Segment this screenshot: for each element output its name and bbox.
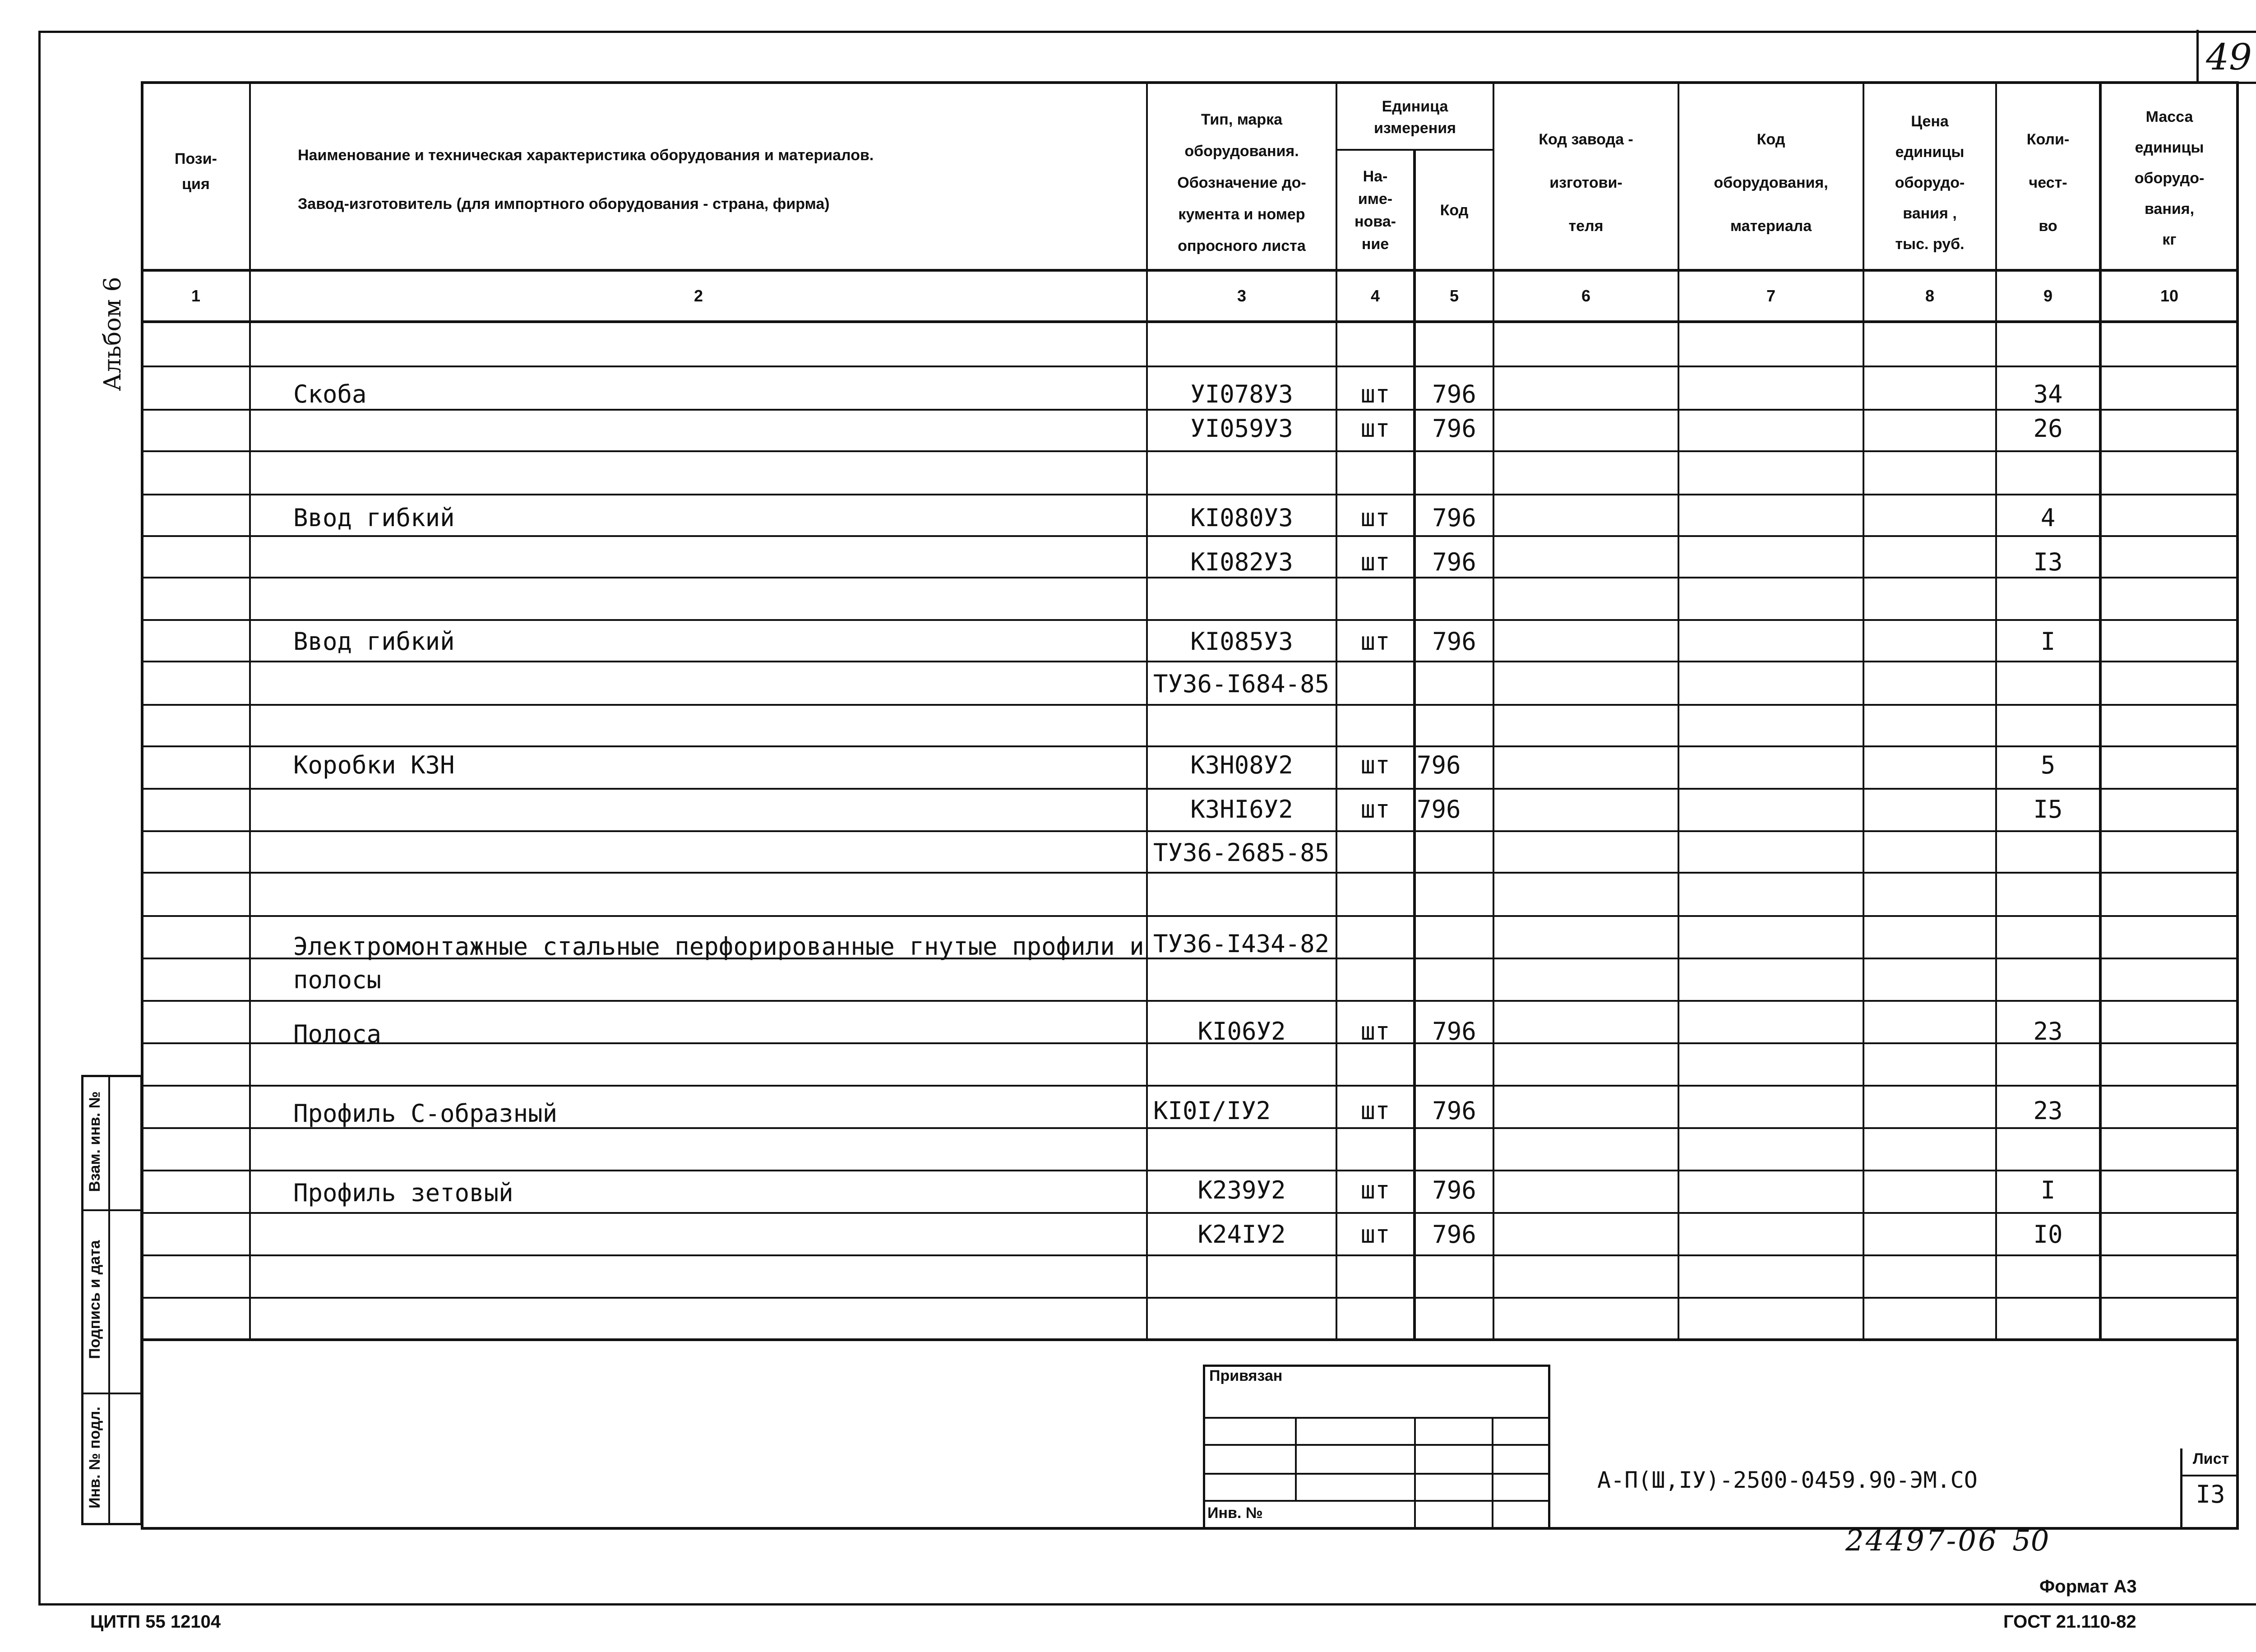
row-qty: I5 xyxy=(2033,795,2063,824)
corner-sheet-number: 49 xyxy=(2206,36,2252,78)
row-line xyxy=(141,619,2239,621)
header-factory-code: Код завода - изготови- теля xyxy=(1539,131,1633,235)
row-name: полосы xyxy=(293,966,382,994)
row-unit: шт xyxy=(1360,795,1390,824)
list-box-line xyxy=(2180,1475,2239,1476)
row-code: 796 xyxy=(1432,1220,1476,1249)
header-unit-group: Единица измерения xyxy=(1374,98,1456,137)
row-name: Ввод гибкий xyxy=(293,504,455,532)
row-type: К239У2 xyxy=(1197,1176,1286,1204)
row-qty: I xyxy=(2040,1176,2056,1204)
row-type: КI082У3 xyxy=(1190,548,1293,576)
row-line xyxy=(141,872,2239,874)
colnum-8: 8 xyxy=(1925,287,1935,305)
row-unit: шт xyxy=(1360,548,1390,576)
row-code: 796 xyxy=(1432,380,1476,408)
header-price: Цена единицы оборудо- вания , тыс. руб. xyxy=(1895,113,1965,253)
row-qty: 5 xyxy=(2040,751,2056,779)
privyazan-col xyxy=(1414,1417,1416,1530)
colnum-9: 9 xyxy=(2043,287,2053,305)
privyazan-col xyxy=(1295,1417,1297,1500)
privyazan-label: Привязан xyxy=(1209,1367,1283,1384)
row-type: ТУ36-I434-82 xyxy=(1153,930,1330,958)
handwritten-page: 50 xyxy=(2012,1524,2049,1558)
table-bottom-line xyxy=(141,1338,2239,1341)
header-type: Тип, марка оборудования. Обозначение до- кумента и номер опросного листа xyxy=(1177,111,1306,255)
row-unit: шт xyxy=(1360,1176,1390,1204)
list-number: I3 xyxy=(2196,1480,2225,1509)
row-unit: шт xyxy=(1360,751,1390,779)
list-label: Лист xyxy=(2192,1450,2229,1467)
row-qty: 34 xyxy=(2033,380,2063,408)
row-type: К24IУ2 xyxy=(1197,1220,1286,1249)
privyazan-line xyxy=(1203,1417,1550,1419)
album-label: Альбом 6 xyxy=(99,277,126,391)
handwritten-number: 24497-06 xyxy=(1845,1524,1998,1558)
row-line xyxy=(141,450,2239,452)
row-line xyxy=(141,1212,2239,1214)
row-type: КI0I/IУ2 xyxy=(1153,1097,1271,1125)
row-qty: 23 xyxy=(2033,1097,2063,1125)
colnum-6: 6 xyxy=(1581,287,1591,305)
row-qty: 23 xyxy=(2033,1017,2063,1046)
colnum-5: 5 xyxy=(1449,287,1459,305)
row-unit: шт xyxy=(1360,1017,1390,1046)
row-unit: шт xyxy=(1360,627,1390,656)
colnum-4: 4 xyxy=(1370,287,1380,305)
row-line xyxy=(141,1297,2239,1299)
stamp-podpis-data: Подпись и дата xyxy=(86,1240,103,1359)
row-code: 796 xyxy=(1432,414,1476,443)
header-line-unit xyxy=(1336,149,1493,151)
row-name: Скоба xyxy=(293,380,367,408)
row-line xyxy=(141,1254,2239,1256)
citp-label: ЦИТП 55 12104 xyxy=(90,1612,221,1632)
row-type: УI078У3 xyxy=(1190,380,1293,408)
row-type: ТУ36-I684-85 xyxy=(1153,670,1330,698)
gost-label: ГОСТ 21.110-82 xyxy=(2003,1612,2136,1632)
row-code: 796 xyxy=(1432,1097,1476,1125)
row-line xyxy=(141,1170,2239,1171)
row-qty: I0 xyxy=(2033,1220,2063,1249)
row-line xyxy=(141,704,2239,706)
side-stamp-line xyxy=(81,1209,143,1211)
privyazan-line xyxy=(1203,1500,1550,1502)
row-name: Электромонтажные стальные перфорированные гнутые профили и xyxy=(293,932,1144,961)
row-code: 796 xyxy=(1432,504,1476,532)
row-line xyxy=(141,535,2239,537)
colnum-2: 2 xyxy=(693,287,703,305)
stamp-vzam-inv: Взам. инв. № xyxy=(86,1091,103,1192)
row-unit: шт xyxy=(1360,380,1390,408)
colnum-bottom-line xyxy=(141,320,2239,323)
row-code: 796 xyxy=(1432,1017,1476,1046)
row-qty: I3 xyxy=(2033,548,2063,576)
privyazan-line xyxy=(1203,1473,1550,1475)
row-code: 796 xyxy=(1417,795,1461,824)
row-unit: шт xyxy=(1360,414,1390,443)
header-name: Наименование и техническая характеристика оборудования и материалов. Завод-изготовитель (для импортного оборудования - страна, фирма) xyxy=(298,147,874,213)
header-equipment-code: Код оборудования, материала xyxy=(1714,131,1828,235)
row-line xyxy=(141,661,2239,662)
privyazan-line xyxy=(1203,1444,1550,1446)
row-line xyxy=(141,1000,2239,1002)
row-type: КЗНI6У2 xyxy=(1190,795,1293,824)
privyazan-col xyxy=(1492,1417,1493,1530)
row-unit: шт xyxy=(1360,504,1390,532)
row-name: Полоса xyxy=(293,1020,382,1048)
row-line xyxy=(141,1085,2239,1087)
inv-no-label: Инв. № xyxy=(1207,1504,1263,1522)
row-qty: I xyxy=(2040,627,2056,656)
row-type: КЗН08У2 xyxy=(1190,751,1293,779)
row-line xyxy=(141,366,2239,367)
side-stamp-divider xyxy=(108,1075,110,1525)
row-line xyxy=(141,577,2239,578)
row-unit: шт xyxy=(1360,1220,1390,1249)
header-quantity: Коли- чест- во xyxy=(2026,131,2070,235)
row-name: Коробки КЗН xyxy=(293,751,455,779)
header-unit-name: На- име- нова- ние xyxy=(1355,168,1396,253)
row-type: КI06У2 xyxy=(1197,1017,1286,1046)
row-code: 796 xyxy=(1432,548,1476,576)
colnum-1: 1 xyxy=(191,287,201,305)
row-line xyxy=(141,788,2239,790)
row-type: ТУ36-2685-85 xyxy=(1153,838,1330,867)
row-line xyxy=(141,915,2239,917)
row-name: Профиль С-образный xyxy=(293,1099,558,1128)
col-line-4 xyxy=(1413,149,1416,1340)
row-line xyxy=(141,409,2239,411)
row-unit: шт xyxy=(1360,1097,1390,1125)
header-mass: Масса единицы оборудо- вания, кг xyxy=(2134,108,2205,248)
row-type: УI059У3 xyxy=(1190,414,1293,443)
colnum-3: 3 xyxy=(1237,287,1247,305)
row-name: Профиль зетовый xyxy=(293,1179,513,1207)
row-code: 796 xyxy=(1432,1176,1476,1204)
row-type: КI080У3 xyxy=(1190,504,1293,532)
row-line xyxy=(141,494,2239,495)
stamp-inv-podl: Инв. № подл. xyxy=(86,1407,103,1509)
row-code: 796 xyxy=(1432,627,1476,656)
row-qty: 26 xyxy=(2033,414,2063,443)
document-designation: А-П(Ш,IУ)-2500-0459.90-ЭМ.СО xyxy=(1597,1467,1978,1493)
format-label: Формат А3 xyxy=(2039,1577,2137,1596)
colnum-10: 10 xyxy=(2160,287,2179,305)
row-line xyxy=(141,830,2239,832)
header-unit-code: Код xyxy=(1440,202,1469,219)
row-type: КI085У3 xyxy=(1190,627,1293,656)
header-position: Пози- ция xyxy=(175,150,217,193)
row-name: Ввод гибкий xyxy=(293,627,455,656)
row-qty: 4 xyxy=(2040,504,2056,532)
row-code: 796 xyxy=(1417,751,1461,779)
colnum-7: 7 xyxy=(1766,287,1776,305)
row-line xyxy=(141,745,2239,747)
